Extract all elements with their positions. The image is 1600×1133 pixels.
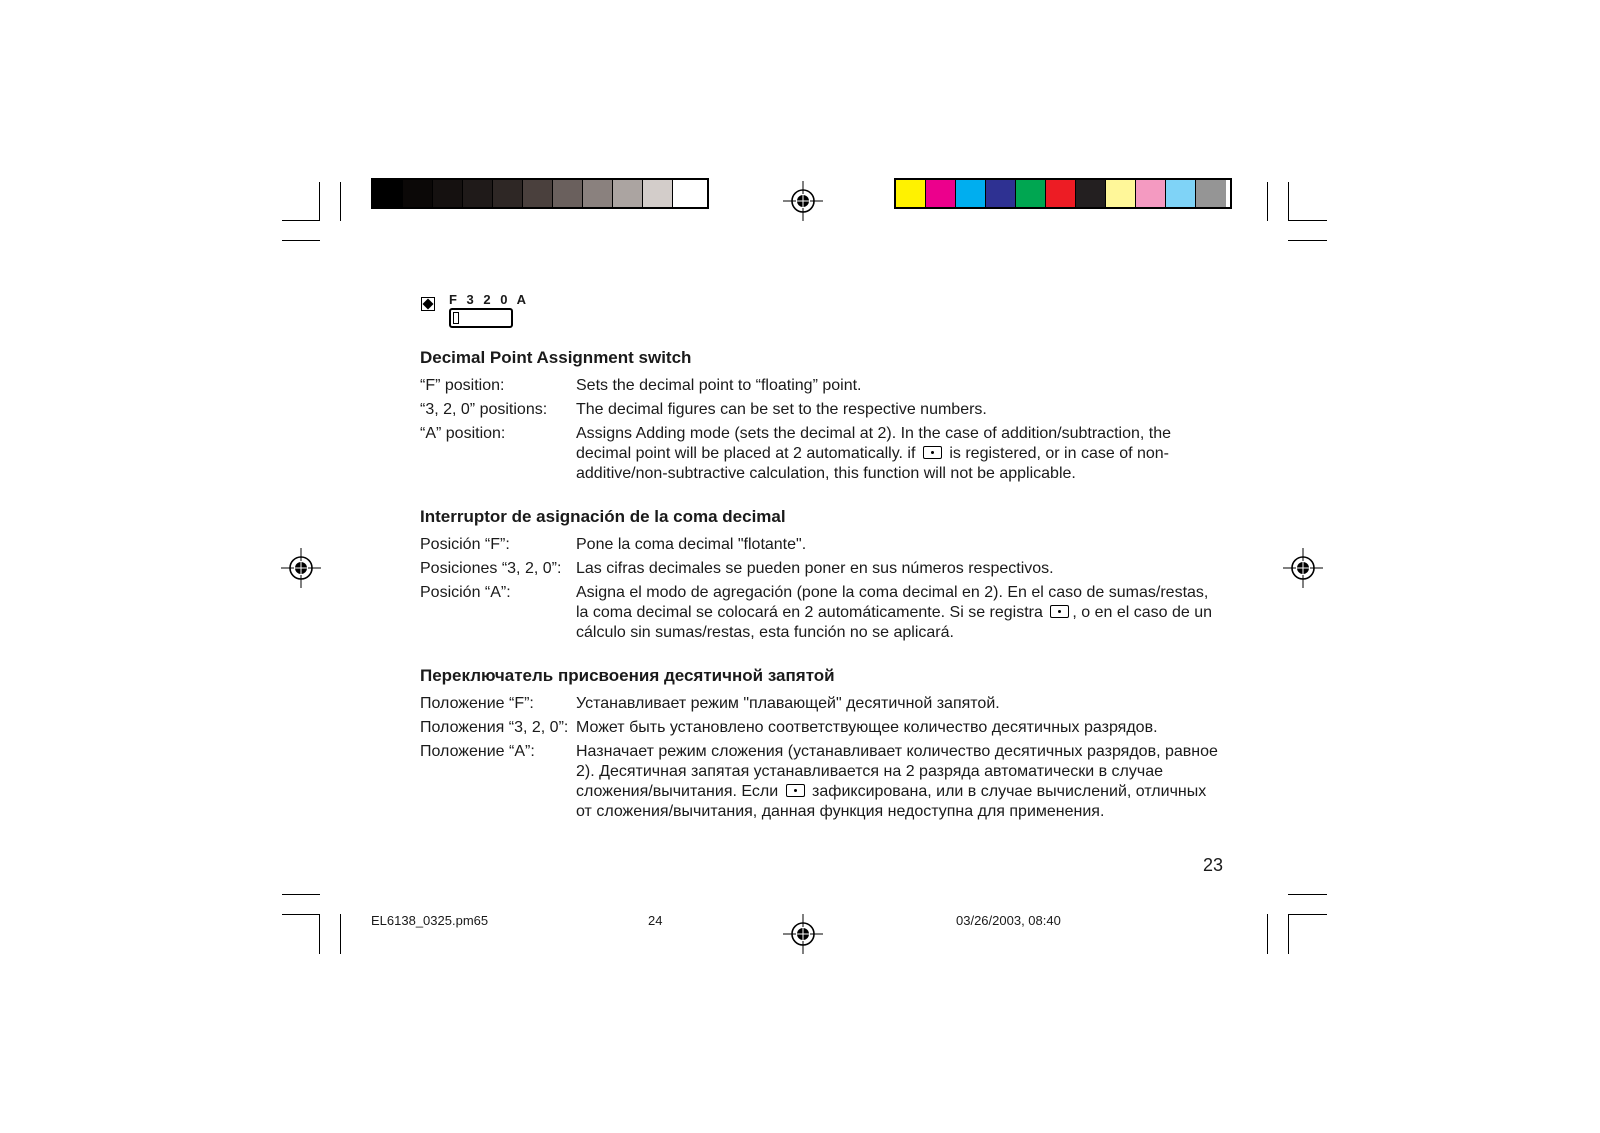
- description-part: Asigna el modo de agregación (pone la coma decimal en 2). En el caso de sumas/restas, la coma decimal se colocará en 2 automáticamente. Si se registra: [576, 584, 1209, 621]
- section-russian: [420, 666, 1220, 826]
- crop-mark: [319, 182, 320, 221]
- list-item: [420, 583, 1220, 643]
- crop-mark: [340, 182, 341, 221]
- list-item: [420, 694, 1220, 714]
- color-swatch: [926, 180, 956, 207]
- crop-mark: [282, 240, 320, 241]
- crop-mark: [1288, 240, 1327, 241]
- decimal-key-icon: [786, 784, 805, 797]
- crop-mark: [1288, 182, 1289, 221]
- color-calibration-strip: [894, 178, 1232, 209]
- crop-mark: [1288, 894, 1327, 895]
- position-label: Положение “A”:: [420, 743, 535, 760]
- section-title: Decimal Point Assignment switch: [420, 348, 692, 367]
- description-part: зафиксирована, или в случае вычислений, отличных от сложения/вычитания, данная функция недоступна для применения.: [576, 783, 1207, 820]
- position-label: “A” position:: [420, 425, 506, 442]
- registration-mark-icon: [783, 181, 823, 221]
- position-description: [576, 742, 1220, 822]
- registration-mark-icon: [1283, 548, 1323, 588]
- color-swatch: [373, 180, 403, 207]
- registration-mark-icon: [281, 548, 321, 588]
- list-item: [420, 559, 1220, 579]
- section-title: Переключатель присвоения десятичной запятой: [420, 666, 835, 685]
- color-swatch: [673, 180, 703, 207]
- color-swatch: [1196, 180, 1226, 207]
- crop-mark: [282, 894, 320, 895]
- position-description: The decimal figures can be set to the respective numbers.: [576, 401, 987, 418]
- section-spanish: [420, 507, 1220, 647]
- position-label: Posición “F”:: [420, 536, 510, 553]
- switch-position-labels: F 3 2 0 A: [449, 292, 529, 307]
- color-swatch: [643, 180, 673, 207]
- position-description: Sets the decimal point to “floating” point.: [576, 377, 862, 394]
- description-part: Назначает режим сложения (устанавливает количество десятичных разрядов, равное 2). Десятичная запятая устанавливается на 2 разряда автоматически в случае сложения/вычитания. Если: [576, 743, 1218, 800]
- position-description: Может быть установлено соответствующее количество десятичных разрядов.: [576, 719, 1158, 736]
- list-item: [420, 742, 1220, 822]
- color-swatch: [493, 180, 523, 207]
- color-swatch: [1106, 180, 1136, 207]
- crop-mark: [1288, 914, 1289, 954]
- description-part: is registered, or in case of non-additive/non-subtractive calculation, this function will not be applicable.: [576, 445, 1170, 482]
- position-description: [576, 424, 1220, 484]
- color-swatch: [433, 180, 463, 207]
- decimal-key-icon: [1050, 605, 1069, 618]
- gray-calibration-strip: [371, 178, 709, 209]
- color-swatch: [583, 180, 613, 207]
- list-item: [420, 718, 1220, 738]
- position-description: Las cifras decimales se pueden poner en sus números respectivos.: [576, 560, 1054, 577]
- color-swatch: [1076, 180, 1106, 207]
- position-label: Posición “A”:: [420, 584, 511, 601]
- crop-mark: [1288, 220, 1327, 221]
- position-label: “F” position:: [420, 377, 505, 394]
- color-swatch: [1166, 180, 1196, 207]
- switch-knob: [453, 312, 459, 324]
- footer-filename: EL6138_0325.pm65: [371, 913, 489, 928]
- color-swatch: [896, 180, 926, 207]
- footer-sheet-number: 24: [648, 913, 663, 928]
- position-description: Pone la coma decimal "flotante".: [576, 536, 807, 553]
- color-swatch: [956, 180, 986, 207]
- crop-mark: [282, 914, 320, 915]
- color-swatch: [523, 180, 553, 207]
- page-number: 23: [1202, 855, 1223, 875]
- position-label: “3, 2, 0” positions:: [420, 401, 548, 418]
- crop-mark: [319, 914, 320, 954]
- crop-mark: [1267, 914, 1268, 954]
- position-description: [576, 583, 1220, 643]
- crop-mark: [1267, 182, 1268, 221]
- description-part: , o en el caso de un cálculo sin sumas/restas, esta función no se aplicará.: [576, 604, 1212, 641]
- position-label: Положения “3, 2, 0”:: [420, 719, 569, 736]
- section-english: [420, 348, 1220, 488]
- list-item: [420, 400, 1220, 420]
- color-swatch: [403, 180, 433, 207]
- decimal-switch-icon: [449, 308, 513, 328]
- color-swatch: [986, 180, 1016, 207]
- section-title: Interruptor de asignación de la coma decimal: [420, 507, 786, 526]
- registration-mark-icon: [783, 914, 823, 954]
- position-label: Posiciones “3, 2, 0”:: [420, 560, 562, 577]
- list-item: [420, 535, 1220, 555]
- list-item: [420, 424, 1220, 484]
- color-swatch: [1136, 180, 1166, 207]
- color-swatch: [463, 180, 493, 207]
- color-swatch: [613, 180, 643, 207]
- decimal-key-icon: [923, 446, 942, 459]
- color-swatch: [553, 180, 583, 207]
- description-part: Assigns Adding mode (sets the decimal at 2). In the case of addition/subtraction, the decimal point will be placed at 2 automatically. if: [576, 425, 1172, 462]
- diamond-bullet-icon: [421, 297, 435, 311]
- position-description: Устанавливает режим "плавающей" десятичной запятой.: [576, 695, 1000, 712]
- list-item: [420, 376, 1220, 396]
- crop-mark: [282, 220, 320, 221]
- crop-mark: [340, 914, 341, 954]
- footer-datetime: 03/26/2003, 08:40: [956, 913, 1061, 928]
- crop-mark: [1288, 914, 1327, 915]
- position-label: Положение “F”:: [420, 695, 534, 712]
- color-swatch: [1016, 180, 1046, 207]
- color-swatch: [1046, 180, 1076, 207]
